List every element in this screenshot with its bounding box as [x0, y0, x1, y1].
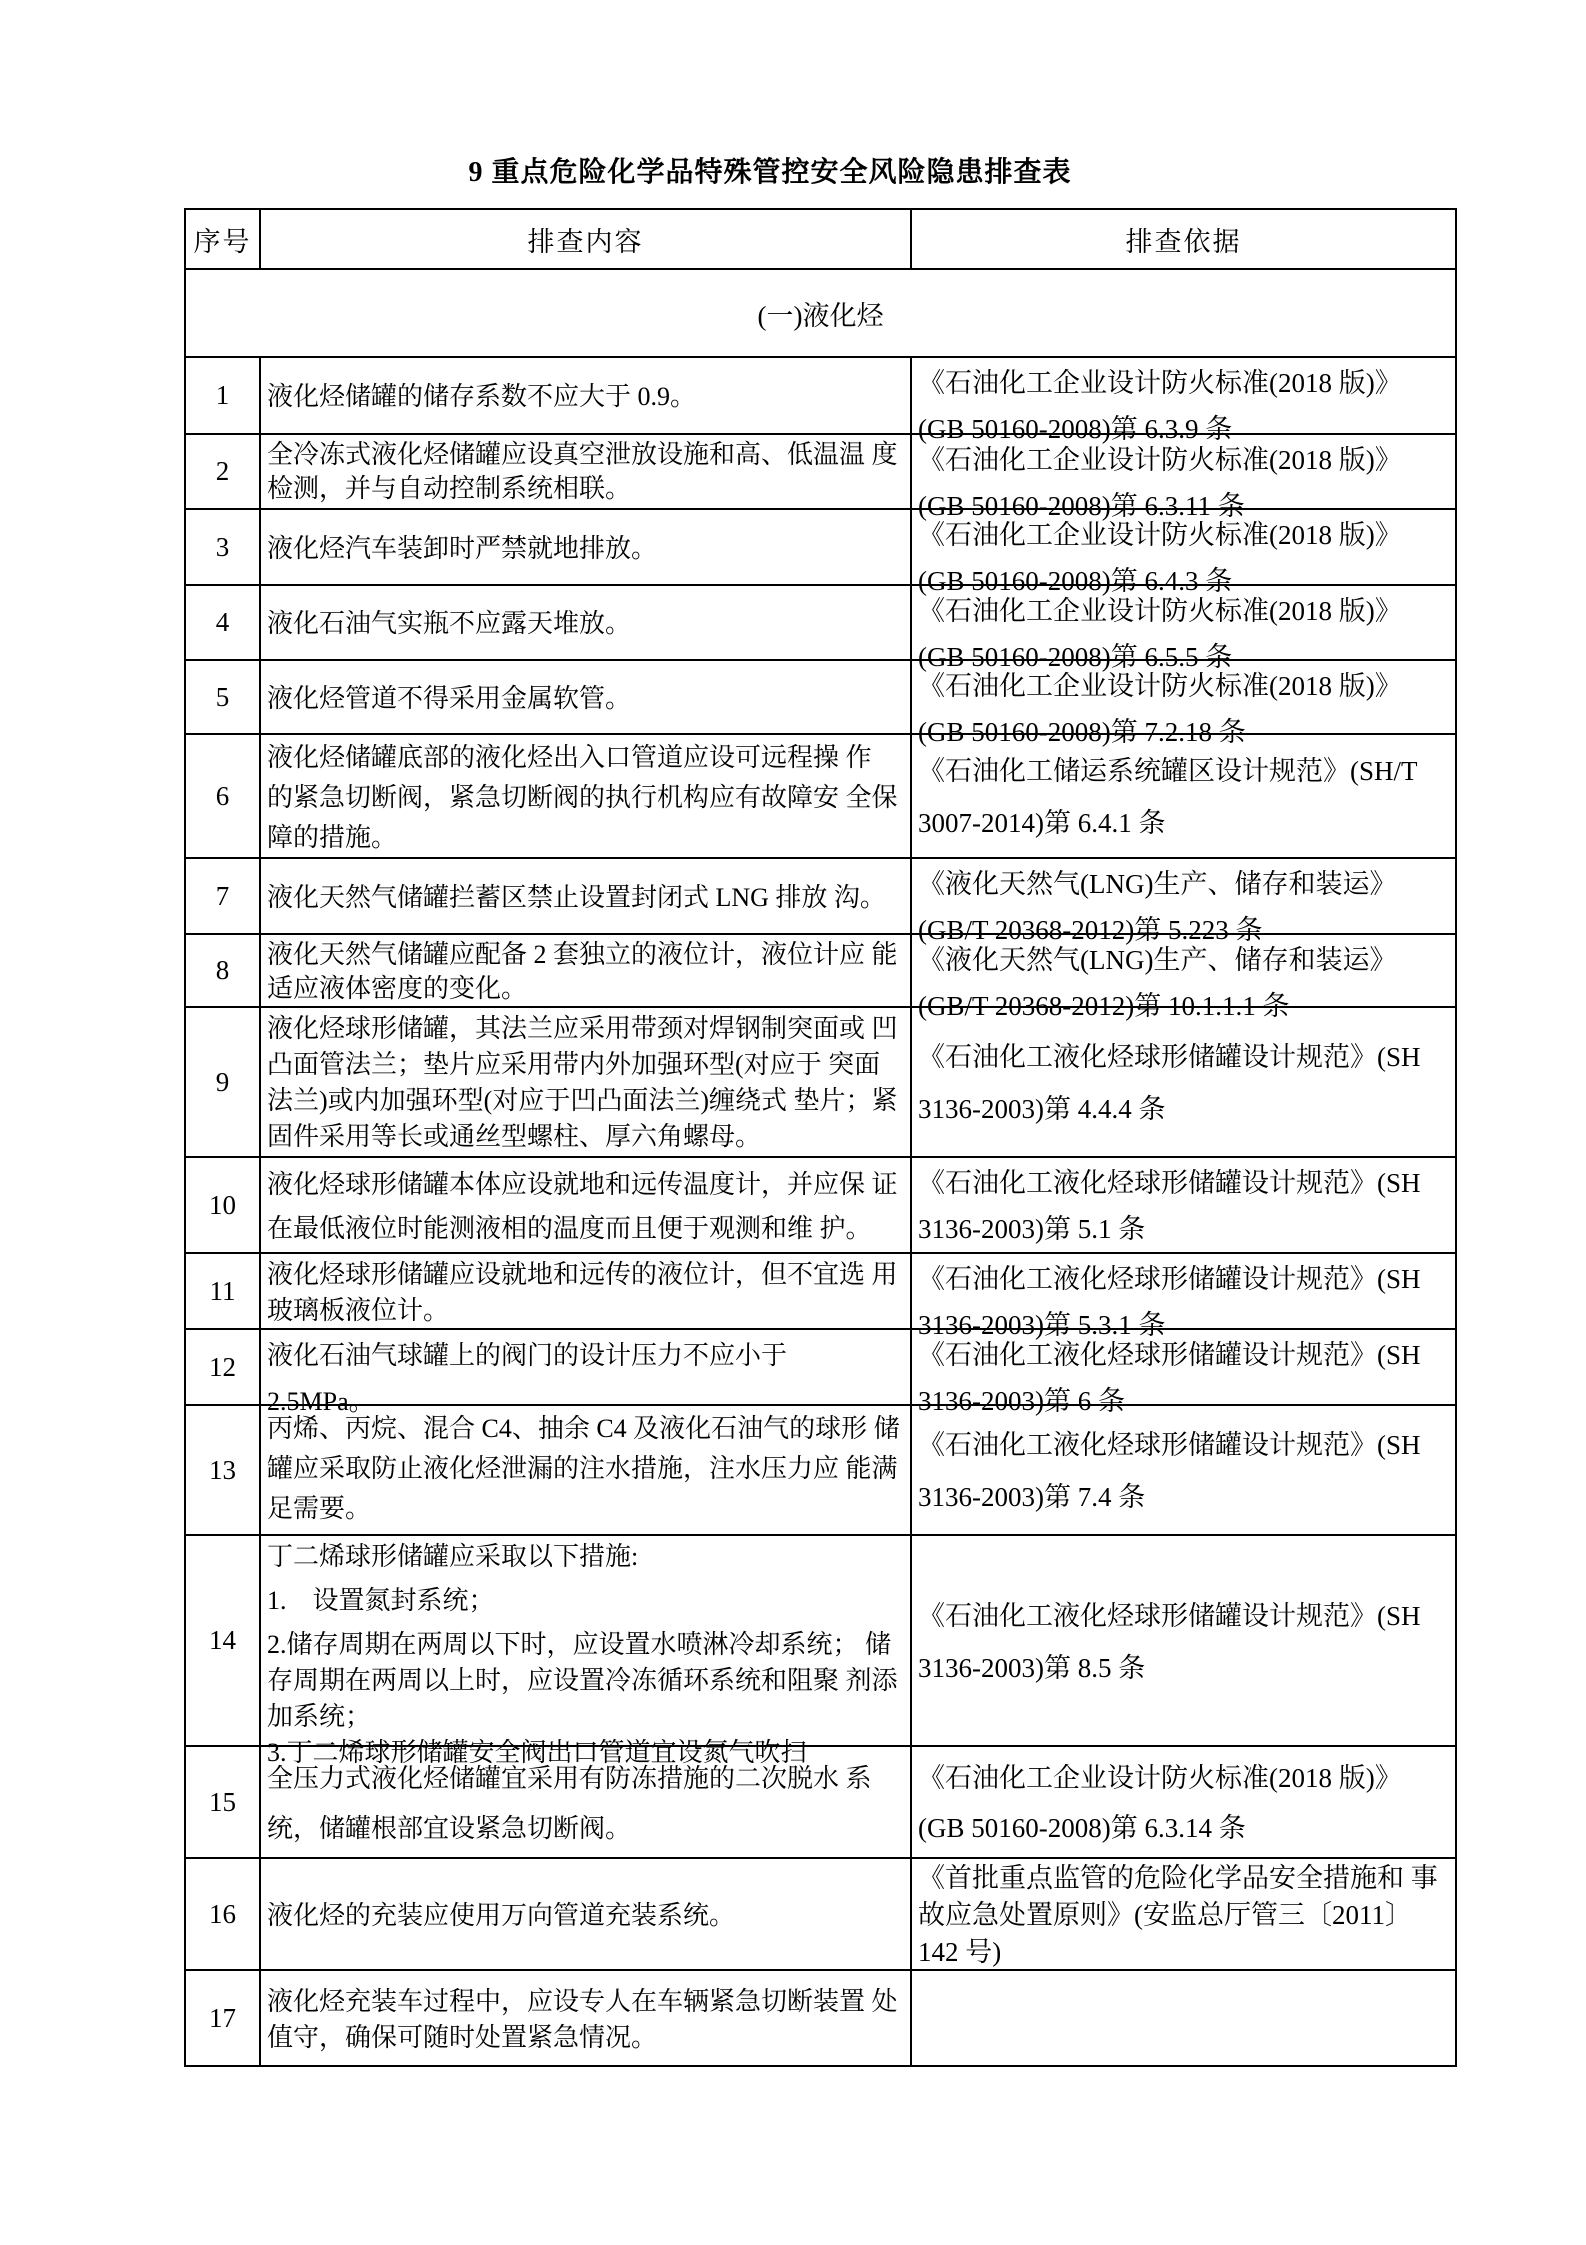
basis-cell — [912, 1859, 1455, 1969]
basis-line: 3136-2003)第 8.5 条 — [918, 1652, 1146, 1683]
basis-cell — [912, 1536, 1455, 1745]
section-row — [185, 269, 1456, 357]
basis-line: 3136-2003)第 4.4.4 条 — [918, 1094, 1166, 1124]
page-title: 9 重点危险化学品特殊管控安全风险隐患排查表 — [468, 157, 1072, 188]
table-row — [185, 1535, 1456, 1746]
content-line: 罐应采取防止液化烃泄漏的注水措施，注水压力应 能满 — [267, 1454, 898, 1483]
header-basis: 排查依据 — [1125, 226, 1242, 257]
content-line: 值守，确保可随时处置紧急情况。 — [267, 2022, 658, 2052]
content-cell — [261, 1330, 910, 1416]
basis-line: 《石油化工液化烃球形储罐设计规范》(SH — [918, 1430, 1421, 1460]
table-row — [185, 1405, 1456, 1535]
content-line: 液化烃储罐底部的液化烃出入口管道应设可远程操 作 — [267, 743, 872, 772]
content-line: 2.5MPa。 — [267, 1387, 375, 1416]
content-cell — [261, 435, 910, 508]
row-number: 14 — [209, 1625, 236, 1655]
basis-line: 《石油化工企业设计防火标准(2018 版)》 — [918, 671, 1402, 701]
basis-line: 《石油化工企业设计防火标准(2018 版)》 — [918, 368, 1402, 398]
content-cell — [261, 1008, 910, 1156]
row-number: 15 — [209, 1786, 236, 1817]
row-number: 6 — [215, 780, 230, 811]
table-header-row — [185, 209, 1456, 269]
basis-cell — [912, 510, 1455, 596]
basis-cell — [912, 1254, 1455, 1340]
basis-line: 142 号) — [918, 1936, 1002, 1967]
row-number: 5 — [215, 681, 230, 712]
basis-cell — [912, 1406, 1455, 1534]
row-number: 3 — [215, 531, 230, 562]
content-line: 凸面管法兰；垫片应采用带内外加强环型(对应于 突面 — [267, 1050, 881, 1079]
basis-line: (GB 50160-2008)第 6.3.14 条 — [918, 1813, 1246, 1843]
table-row — [185, 1746, 1456, 1858]
basis-line: 《液化天然气(LNG)生产、储存和装运》 — [918, 869, 1397, 899]
row-number: 17 — [209, 2002, 236, 2033]
row-number: 4 — [215, 607, 230, 637]
basis-cell — [912, 859, 1455, 945]
content-cell — [261, 1254, 910, 1328]
basis-line: 《首批重点监管的危险化学品安全措施和 事 — [918, 1862, 1438, 1893]
table-row — [185, 1007, 1456, 1157]
basis-line: (GB 50160-2008)第 6.4.3 条 — [918, 566, 1233, 596]
table-row — [185, 734, 1456, 858]
content-line: 液化烃充装车过程中，应设专人在车辆紧急切断装置 处 — [267, 1986, 898, 2016]
basis-cell — [912, 1330, 1455, 1416]
table-row — [185, 660, 1456, 734]
table-row — [185, 509, 1456, 585]
content-line: 固件采用等长或通丝型螺柱、厚六角螺母。 — [267, 1122, 762, 1151]
basis-cell — [912, 1747, 1455, 1857]
content-line: 液化烃的充装应使用万向管道充装系统。 — [267, 1900, 736, 1930]
content-line: 液化烃管道不得采用金属软管。 — [267, 683, 632, 713]
content-line: 液化石油气实瓶不应露天堆放。 — [267, 609, 632, 638]
content-cell — [261, 735, 910, 857]
basis-line: 3007-2014)第 6.4.1 条 — [918, 808, 1166, 838]
row-number: 8 — [215, 955, 230, 985]
content-cell — [261, 935, 910, 1006]
row-number: 16 — [209, 1898, 236, 1929]
content-cell — [261, 1536, 910, 1767]
content-cell — [261, 1971, 910, 2065]
row-number: 9 — [215, 1066, 230, 1097]
content-line: 液化天然气储罐拦蓄区禁止设置封闭式 LNG 排放 沟。 — [267, 882, 886, 912]
content-line: 液化烃球形储罐本体应设就地和远传温度计，并应保 证 — [267, 1169, 898, 1199]
basis-cell — [912, 358, 1455, 444]
table-row — [185, 1858, 1456, 1970]
content-line: 液化石油气球罐上的阀门的设计压力不应小于 — [267, 1341, 788, 1370]
basis-cell — [912, 1008, 1455, 1156]
basis-cell — [912, 1971, 1455, 2065]
content-line: 障的措施。 — [267, 823, 398, 852]
table-row — [185, 1157, 1456, 1253]
basis-line: 《石油化工储运系统罐区设计规范》(SH/T — [918, 756, 1418, 786]
basis-line: 《石油化工企业设计防火标准(2018 版)》 — [918, 596, 1402, 626]
row-number: 11 — [209, 1275, 236, 1306]
content-line: 2.储存周期在两周以下时，应设置水喷淋冷却系统； 储 — [267, 1630, 892, 1659]
table-row — [185, 585, 1456, 660]
inspection-table — [184, 208, 1457, 2067]
basis-line: 3136-2003)第 5.1 条 — [918, 1214, 1146, 1244]
basis-line: 3136-2003)第 5.3.1 条 — [918, 1310, 1166, 1340]
content-cell — [261, 1747, 910, 1857]
row-number: 7 — [215, 880, 230, 911]
content-cell — [261, 1859, 910, 1969]
header-content: 排查内容 — [527, 226, 644, 257]
table-row — [185, 357, 1456, 434]
basis-line: 《石油化工液化烃球形储罐设计规范》(SH — [918, 1042, 1421, 1072]
content-cell — [261, 358, 910, 433]
content-line: 1. 设置氮封系统； — [267, 1586, 495, 1615]
table-row — [185, 434, 1456, 509]
content-line: 丙烯、丙烷、混合 C4、抽余 C4 及液化石油气的球形 储 — [267, 1414, 900, 1443]
content-line: 全冷冻式液化烃储罐应设真空泄放设施和高、低温温 度 — [267, 440, 898, 469]
basis-line: (GB/T 20368-2012)第 10.1.1.1 条 — [918, 991, 1290, 1021]
basis-cell — [912, 586, 1455, 672]
basis-line: 3136-2003)第 6 条 — [918, 1386, 1125, 1416]
content-line: 检测，并与自动控制系统相联。 — [267, 474, 632, 503]
table-row — [185, 1329, 1456, 1405]
basis-cell — [912, 435, 1455, 521]
content-line: 液化烃汽车装卸时严禁就地排放。 — [267, 533, 658, 563]
basis-line: 《石油化工液化烃球形储罐设计规范》(SH — [918, 1600, 1421, 1631]
basis-line: 3136-2003)第 7.4 条 — [918, 1482, 1146, 1512]
content-line: 全压力式液化烃储罐宜采用有防冻措施的二次脱水 系 — [267, 1763, 872, 1793]
content-line: 法兰)或内加强环型(对应于凹凸面法兰)缠绕式 垫片；紧 — [267, 1086, 898, 1115]
basis-cell — [912, 1158, 1455, 1252]
content-line: 液化烃球形储罐应设就地和远传的液位计，但不宜选 用 — [267, 1260, 898, 1289]
basis-line: 《石油化工液化烃球形储罐设计规范》(SH — [918, 1264, 1421, 1294]
basis-line: 《石油化工企业设计防火标准(2018 版)》 — [918, 520, 1402, 550]
basis-line: 《石油化工企业设计防火标准(2018 版)》 — [918, 445, 1402, 475]
basis-line: (GB 50160-2008)第 6.3.11 条 — [918, 491, 1245, 521]
table-row — [185, 1253, 1456, 1329]
row-number: 12 — [209, 1351, 236, 1382]
basis-line: 《石油化工液化烃球形储罐设计规范》(SH — [918, 1168, 1421, 1198]
content-cell — [261, 510, 910, 584]
row-number: 13 — [209, 1454, 236, 1485]
section-title: (一)液化烃 — [757, 300, 884, 331]
content-line: 加系统； — [267, 1702, 372, 1731]
header-seq: 序号 — [193, 226, 252, 257]
content-line: 3.丁二烯球形储罐安全阀出口管道宜设氮气吹扫 — [267, 1738, 807, 1767]
basis-line: (GB/T 20368-2012)第 5.223 条 — [918, 915, 1263, 945]
content-line: 丁二烯球形储罐应采取以下措施: — [267, 1542, 639, 1571]
content-cell — [261, 1406, 910, 1534]
basis-line: 《石油化工液化烃球形储罐设计规范》(SH — [918, 1340, 1421, 1370]
basis-cell — [912, 735, 1455, 857]
content-line: 足需要。 — [267, 1494, 372, 1523]
basis-line: 故应急处置原则》(安监总厅管三〔2011〕 — [918, 1899, 1412, 1930]
basis-line: 《石油化工企业设计防火标准(2018 版)》 — [918, 1763, 1402, 1793]
content-cell — [261, 1158, 910, 1252]
content-line: 在最低液位时能测液相的温度而且便于观测和维 护。 — [267, 1213, 872, 1243]
content-line: 玻璃板液位计。 — [267, 1296, 450, 1325]
basis-cell — [912, 661, 1455, 747]
content-line: 适应液体密度的变化。 — [267, 974, 528, 1003]
basis-line: (GB 50160-2008)第 6.5.5 条 — [918, 642, 1233, 672]
content-line: 的紧急切断阀，紧急切断阀的执行机构应有故障安 全保 — [267, 783, 898, 812]
content-line: 存周期在两周以上时，应设置冷冻循环系统和阻聚 剂添 — [267, 1666, 898, 1695]
content-paragraph-gap — [267, 1575, 908, 1583]
basis-line: (GB 50160-2008)第 6.3.9 条 — [918, 414, 1233, 444]
content-paragraph-gap — [267, 1619, 908, 1627]
row-number: 1 — [215, 380, 230, 410]
content-line: 液化烃储罐的储存系数不应大于 0.9。 — [267, 382, 697, 411]
row-number: 2 — [215, 456, 230, 486]
row-number: 10 — [209, 1189, 236, 1220]
basis-line: 《液化天然气(LNG)生产、储存和装运》 — [918, 945, 1397, 975]
content-line: 液化天然气储罐应配备 2 套独立的液位计，液位计应 能 — [267, 940, 898, 969]
content-cell — [261, 586, 910, 659]
content-cell — [261, 859, 910, 933]
table-row — [185, 934, 1456, 1007]
table-row — [185, 858, 1456, 934]
content-line: 液化烃球形储罐，其法兰应采用带颈对焊钢制突面或 凹 — [267, 1014, 898, 1043]
content-line: 统，储罐根部宜设紧急切断阀。 — [267, 1813, 632, 1843]
table-row — [185, 1970, 1456, 2066]
basis-line: (GB 50160-2008)第 7.2.18 条 — [918, 717, 1246, 747]
content-cell — [261, 661, 910, 733]
basis-cell — [912, 935, 1455, 1021]
